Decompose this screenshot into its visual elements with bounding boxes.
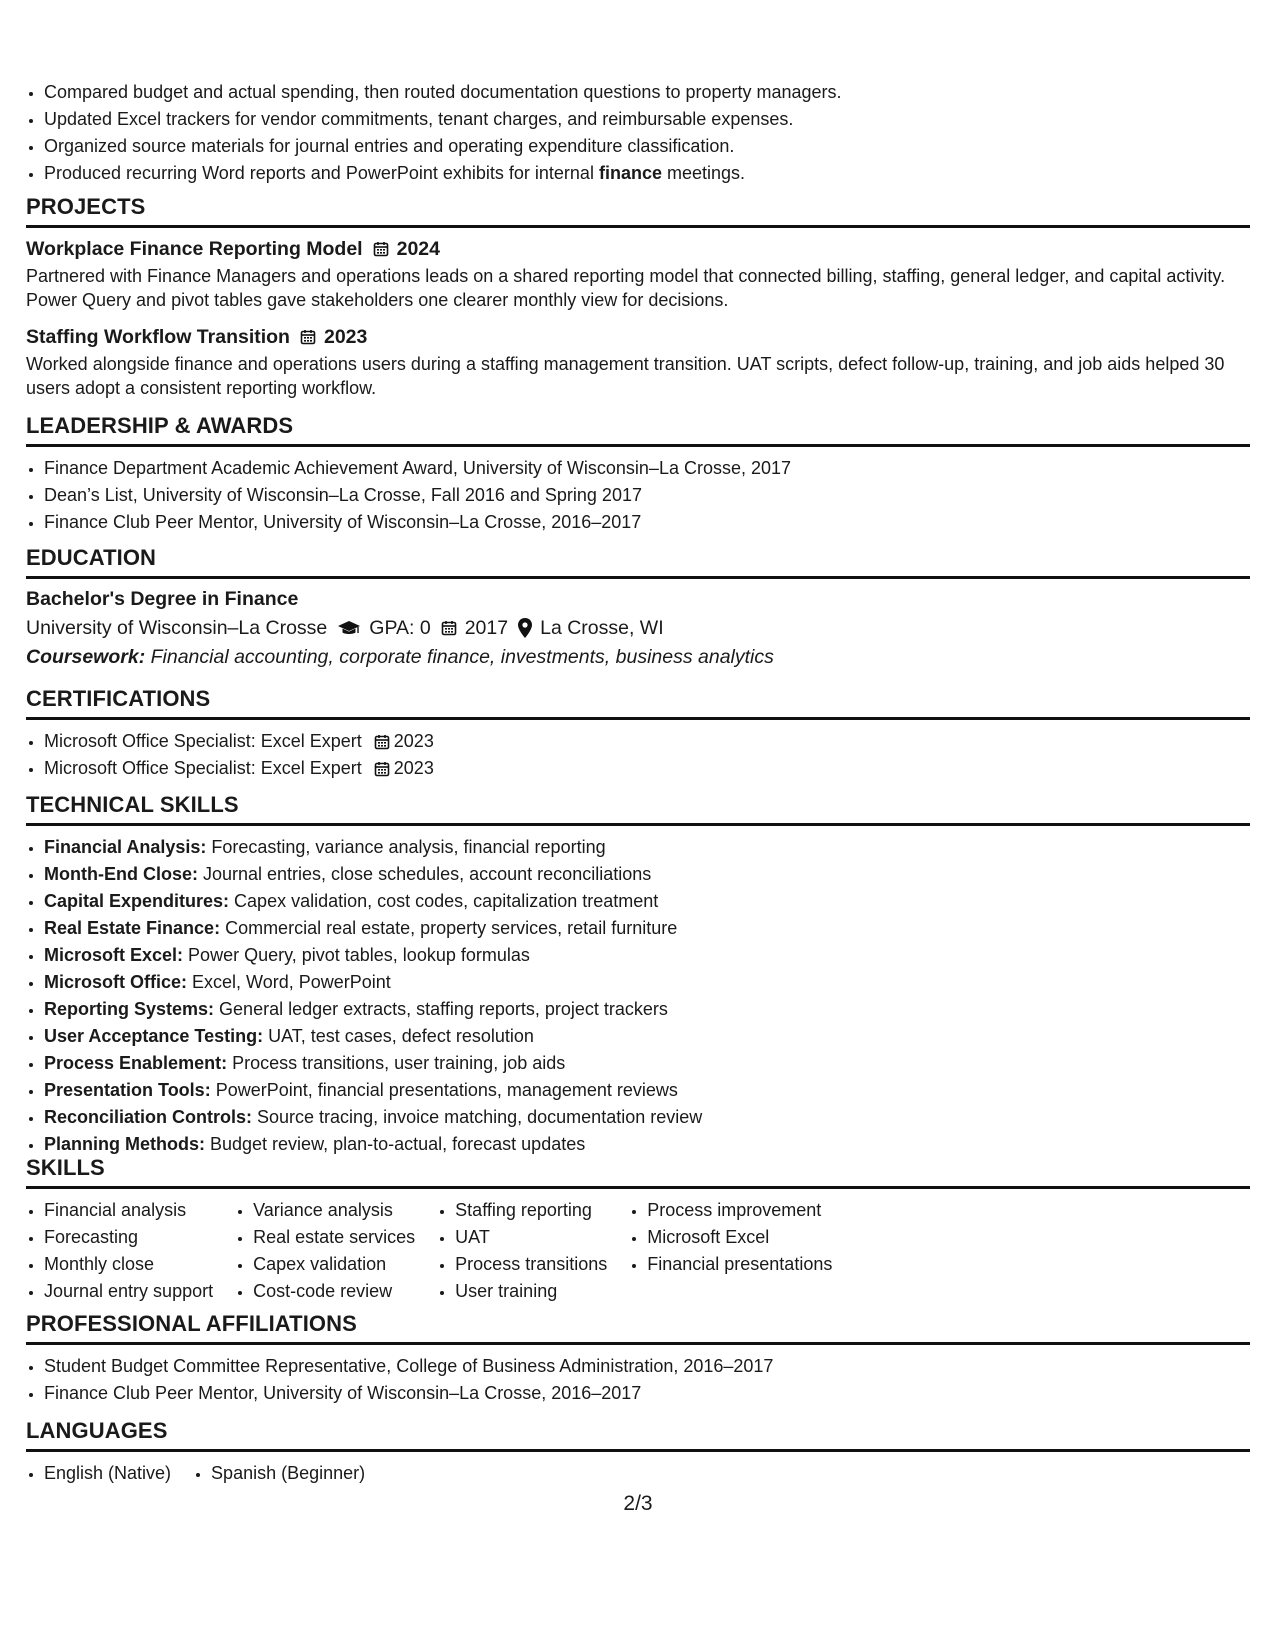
list-item: • Capital Expenditures: Capex validation, cost codes, capitalization treatment: [44, 888, 1250, 915]
projects-section: [26, 194, 1250, 400]
skills-column: [437, 1197, 607, 1305]
list-item: • Monthly close: [44, 1251, 213, 1278]
skills-columns: [26, 1189, 1250, 1305]
list-item: • Real Estate Finance: Commercial real estate, property services, retail furniture: [44, 915, 1250, 942]
calendar-icon: [374, 734, 390, 750]
section-title: EDUCATION: [26, 545, 1250, 579]
certifications-list: [26, 720, 1250, 782]
section-title: PROJECTS: [26, 194, 1250, 228]
list-item: • English (Native): [44, 1460, 171, 1487]
languages-section: [26, 1418, 1250, 1487]
calendar-icon: [441, 620, 457, 636]
technical-skills-list: [26, 826, 1250, 1158]
calendar-icon: [373, 241, 389, 257]
list-item: • Capex validation: [253, 1251, 415, 1278]
list-item: • Real estate services: [253, 1224, 415, 1251]
project-title: [26, 324, 1250, 350]
list-item: • Reconciliation Controls: Source tracing, invoice matching, documentation review: [44, 1104, 1250, 1131]
technical-skills-section: [26, 792, 1250, 1158]
coursework: [26, 642, 1250, 672]
list-item: • Produced recurring Word reports and PowerPoint exhibits for internal finance meetings.: [44, 160, 1268, 187]
list-item: • Cost-code review: [253, 1278, 415, 1305]
list-item: • Staffing reporting: [455, 1197, 607, 1224]
list-item: • User training: [455, 1278, 607, 1305]
school-name: University of Wisconsin–La Crosse: [26, 617, 328, 639]
list-item: • Presentation Tools: PowerPoint, financial presentations, management reviews: [44, 1077, 1250, 1104]
calendar-icon: [374, 761, 390, 777]
certifications-section: [26, 686, 1250, 782]
section-title: TECHNICAL SKILLS: [26, 792, 1250, 826]
list-item: • Microsoft Excel: Power Query, pivot tables, lookup formulas: [44, 942, 1250, 969]
coursework-label: Coursework:: [26, 646, 146, 668]
gpa: GPA: 0: [369, 617, 431, 639]
skills-section: [26, 1155, 1250, 1305]
leadership-section: [26, 413, 1250, 536]
list-item: • User Acceptance Testing: UAT, test cases, defect resolution: [44, 1023, 1250, 1050]
list-item: • Planning Methods: Budget review, plan-to-actual, forecast updates: [44, 1131, 1250, 1158]
page-number: 2/3: [623, 1492, 653, 1515]
school-location: La Crosse, WI: [540, 617, 664, 639]
section-title: CERTIFICATIONS: [26, 686, 1250, 720]
list-item: • Compared budget and actual spending, then routed documentation questions to property managers.: [44, 79, 1268, 106]
section-title: PROFESSIONAL AFFILIATIONS: [26, 1311, 1250, 1345]
languages-list: [26, 1460, 171, 1487]
section-title: LANGUAGES: [26, 1418, 1250, 1452]
list-item: • Financial analysis: [44, 1197, 213, 1224]
list-item: [44, 755, 1250, 782]
certification-year: 2023: [393, 731, 434, 751]
list-item: • Process improvement: [647, 1197, 832, 1224]
certification-year: 2023: [393, 758, 434, 778]
project-name: Workplace Finance Reporting Model: [26, 238, 363, 260]
languages-list: [193, 1460, 365, 1487]
affiliations-section: [26, 1311, 1250, 1407]
affiliations-list: [26, 1345, 1250, 1407]
languages-row: [26, 1452, 1250, 1487]
skills-column: [235, 1197, 415, 1305]
list-item: • Dean’s List, University of Wisconsin–La Crosse, Fall 2016 and Spring 2017: [44, 482, 1250, 509]
list-item: • Financial Analysis: Forecasting, variance analysis, financial reporting: [44, 834, 1250, 861]
skills-column: [26, 1197, 213, 1305]
list-item: • Variance analysis: [253, 1197, 415, 1224]
list-item: • Process transitions: [455, 1251, 607, 1278]
list-item: • Microsoft Excel: [647, 1224, 832, 1251]
list-item: • Process Enablement: Process transitions, user training, job aids: [44, 1050, 1250, 1077]
graduation-year: 2017: [464, 617, 509, 639]
education-details: [26, 614, 1250, 642]
list-item: [44, 728, 1250, 755]
list-item: • Organized source materials for journal entries and operating expenditure classification.: [44, 133, 1268, 160]
list-item: • Forecasting: [44, 1224, 213, 1251]
education-section: [26, 545, 1250, 672]
list-item: • UAT: [455, 1224, 607, 1251]
section-title: LEADERSHIP & AWARDS: [26, 413, 1250, 447]
section-title: SKILLS: [26, 1155, 1250, 1189]
skills-column: [629, 1197, 832, 1305]
project-year: 2023: [323, 326, 368, 348]
certification-name: • Microsoft Office Specialist: Excel Expert: [44, 731, 362, 751]
list-item: • Finance Club Peer Mentor, University of Wisconsin–La Crosse, 2016–2017: [44, 509, 1250, 536]
list-item: • Journal entry support: [44, 1278, 213, 1305]
certification-name: • Microsoft Office Specialist: Excel Expert: [44, 758, 362, 778]
map-pin-icon: [518, 618, 532, 638]
project-description: Partnered with Finance Managers and operations leads on a shared reporting model that connected billing, staffing, general ledger, and capital activity. Power Query and pivot tables gave stakeholders one clearer monthly view for decisions.: [26, 266, 1226, 310]
project-description: Worked alongside finance and operations users during a staffing management transition. UAT scripts, defect follow-up, training, and job aids helped 30 users adopt a consistent reporting workflow.: [26, 354, 1225, 398]
degree-title: Bachelor's Degree in Finance: [26, 588, 299, 610]
experience-bullets: [26, 79, 1268, 187]
calendar-icon: [300, 329, 316, 345]
list-item: • Finance Department Academic Achievement Award, University of Wisconsin–La Crosse, 2017: [44, 455, 1250, 482]
project-name: Staffing Workflow Transition: [26, 326, 290, 348]
list-item: • Month-End Close: Journal entries, close schedules, account reconciliations: [44, 861, 1250, 888]
list-item: • Spanish (Beginner): [211, 1460, 365, 1487]
list-item: • Finance Club Peer Mentor, University of Wisconsin–La Crosse, 2016–2017: [44, 1380, 1250, 1407]
coursework-text: Financial accounting, corporate finance, investments, business analytics: [150, 646, 774, 668]
list-item: • Student Budget Committee Representative, College of Business Administration, 2016–2017: [44, 1353, 1250, 1380]
list-item: • Updated Excel trackers for vendor commitments, tenant charges, and reimbursable expenses.: [44, 106, 1268, 133]
project-title: [26, 236, 1250, 262]
list-item: • Microsoft Office: Excel, Word, PowerPoint: [44, 969, 1250, 996]
list-item: • Financial presentations: [647, 1251, 832, 1278]
graduation-cap-icon: [337, 619, 361, 637]
list-item: • Reporting Systems: General ledger extracts, staffing reports, project trackers: [44, 996, 1250, 1023]
awards-list: [26, 447, 1250, 536]
project-year: 2024: [396, 238, 440, 260]
